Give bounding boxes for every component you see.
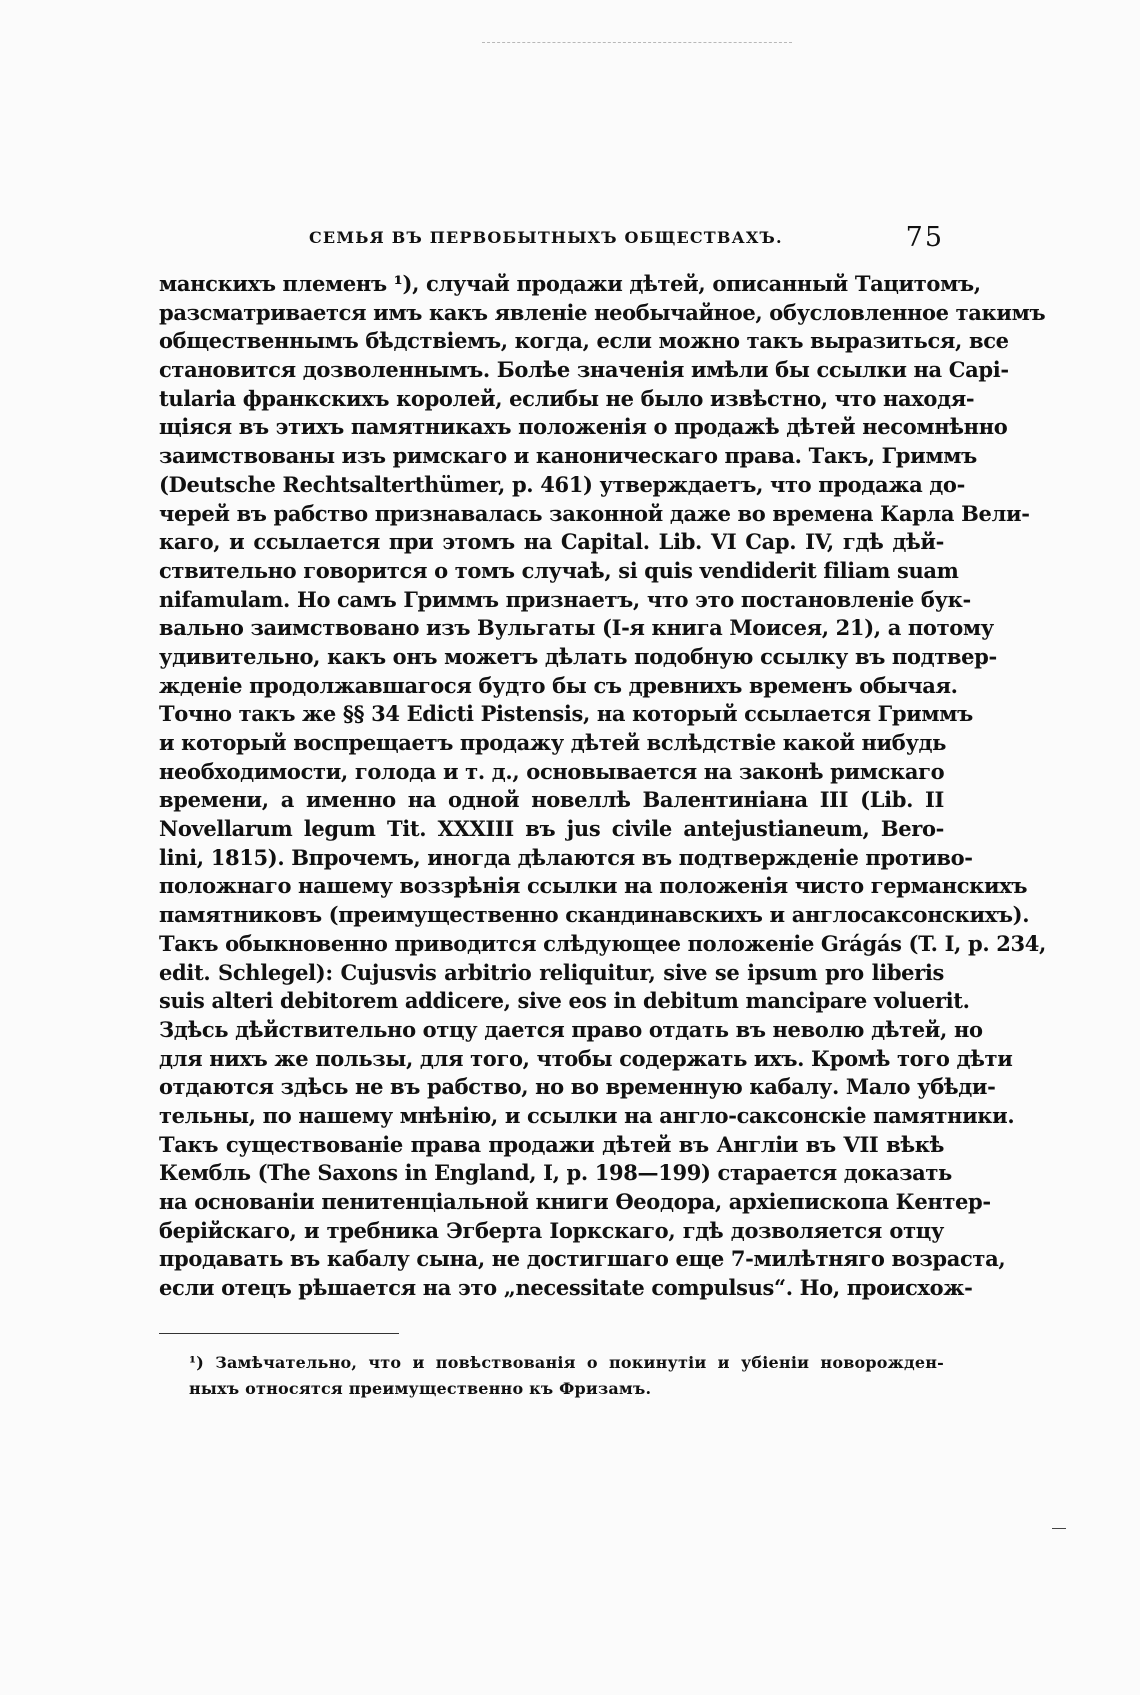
text-line: разсматривается имъ какъ явленіе необычайное, обусловленное такимъ: [159, 299, 1046, 325]
text-line: Кембль (The Saxons in England, I, p. 198—199) старается доказать: [159, 1160, 952, 1186]
text-line: lini, 1815). Впрочемъ, иногда дѣлаются въ подтвержденіе противо-: [159, 844, 973, 870]
text-line: nifamulam. Но самъ Гриммъ признаетъ, что это постановленіе бук-: [159, 586, 971, 612]
text-line: и который воспрещаетъ продажу дѣтей вслѣдствіе какой нибудь: [159, 730, 947, 755]
running-head: [159, 222, 944, 262]
text-line: становится дозволеннымъ. Болѣе значенія имѣли бы ссылки на Capi-: [159, 357, 1009, 383]
text-line: необходимости, голода и т. д., основывается на законѣ римскаго: [159, 758, 945, 784]
text-line: продавать въ кабалу сына, не достигшаго еще 7-милѣтняго возраста,: [159, 1246, 1006, 1272]
text-line: манскихъ племенъ ¹), случай продажи дѣтей, описанный Тацитомъ,: [159, 271, 981, 296]
text-line: на основаніи пенитенціальной книги Ѳеодора, архіепископа Кентер-: [159, 1189, 991, 1214]
text-line: отдаются здѣсь не въ рабство, но во временную кабалу. Мало убѣди-: [159, 1074, 996, 1100]
text-line: тельны, по нашему мнѣнію, и ссылки на англо-саксонскіе памятники.: [159, 1102, 1015, 1128]
text-line: если отецъ рѣшается на это „necessitate compulsus“. Но, происхож-: [159, 1275, 973, 1301]
text-line: ствительно говорится о томъ случаѣ, si quis vendiderit filiam suam: [159, 557, 959, 583]
text-line: щіяся въ этихъ памятникахъ положенія о продажѣ дѣтей несомнѣнно: [159, 414, 1008, 440]
text-line: Такъ обыкновенно приводится слѣдующее положеніе Grágás (T. I, p. 234,: [159, 930, 1046, 956]
text-line: памятниковъ (преимущественно скандинавскихъ и англосаксонскихъ).: [159, 902, 1030, 928]
text-line: Novellarum legum Tit. XXXIII въ jus civile antejustianeum, Bero-: [159, 816, 944, 842]
text-line: общественнымъ бѣдствіемъ, когда, если можно такъ выразиться, все: [159, 328, 1009, 354]
text-line: для нихъ же пользы, для того, чтобы содержать ихъ. Кромѣ того дѣти: [159, 1045, 1013, 1071]
text-line: tularia франкскихъ королей, еслибы не было извѣстно, что находя-: [159, 385, 975, 411]
top-scan-rule: [482, 42, 792, 43]
text-line: времени, а именно на одной новеллѣ Валентиніана III (Lib. II: [159, 787, 944, 813]
text-line: жденіе продолжавшагося будто бы съ древнихъ временъ обычая.: [159, 672, 958, 698]
text-line: edit. Schlegel): Cujusvis arbitrio reliquitur, sive se ipsum pro liberis: [159, 959, 944, 985]
footnote-divider: [159, 1333, 399, 1334]
footnote-line: ¹) Замѣчательно, что и повѣствованія о покинутіи и убіеніи новорожден-: [189, 1352, 944, 1372]
text-line: черей въ рабство признавалась законной даже во времена Карла Вели-: [159, 500, 1030, 526]
text-line: Здѣсь дѣйствительно отцу дается право отдать въ неволю дѣтей, но: [159, 1016, 983, 1042]
margin-mark: [1052, 1528, 1066, 1529]
text-line: вально заимствовано изъ Вульгаты (I-я книга Моисея, 21), а потому: [159, 615, 994, 641]
running-title: СЕМЬЯ ВЪ ПЕРВОБЫТНЫХЪ ОБЩЕСТВАХЪ.: [309, 228, 783, 247]
footnote-line: ныхъ относятся преимущественно къ Фризамъ.: [189, 1378, 652, 1398]
text-line: положнаго нашему воззрѣнія ссылки на положенія чисто германскихъ: [159, 873, 1028, 899]
text-line: каго, и ссылается при этомъ на Capital. Lib. VI Cap. IV, гдѣ дѣй-: [159, 529, 944, 555]
text-line: Такъ существованіе права продажи дѣтей въ Англіи въ VII вѣкѣ: [159, 1131, 944, 1157]
text-line: берійскаго, и требника Эгберта Іоркскаго, гдѣ дозволяется отцу: [159, 1217, 944, 1243]
text-line: (Deutsche Rechtsalterthümer, p. 461) утверждаетъ, что продажа до-: [159, 471, 965, 497]
book-page: [159, 222, 1046, 1402]
page-number: 75: [905, 222, 944, 253]
body-text: [159, 270, 1046, 1303]
text-line: удивительно, какъ онъ можетъ дѣлать подобную ссылку въ подтвер-: [159, 643, 997, 669]
text-line: suis alteri debitorem addicere, sive eos in debitum mancipare voluerit.: [159, 988, 970, 1014]
text-line: заимствованы изъ римскаго и каноническаго права. Такъ, Гриммъ: [159, 443, 977, 469]
text-line: Точно такъ же §§ 34 Edicti Pistensis, на который ссылается Гриммъ: [159, 701, 973, 727]
footnote: [159, 1350, 944, 1402]
